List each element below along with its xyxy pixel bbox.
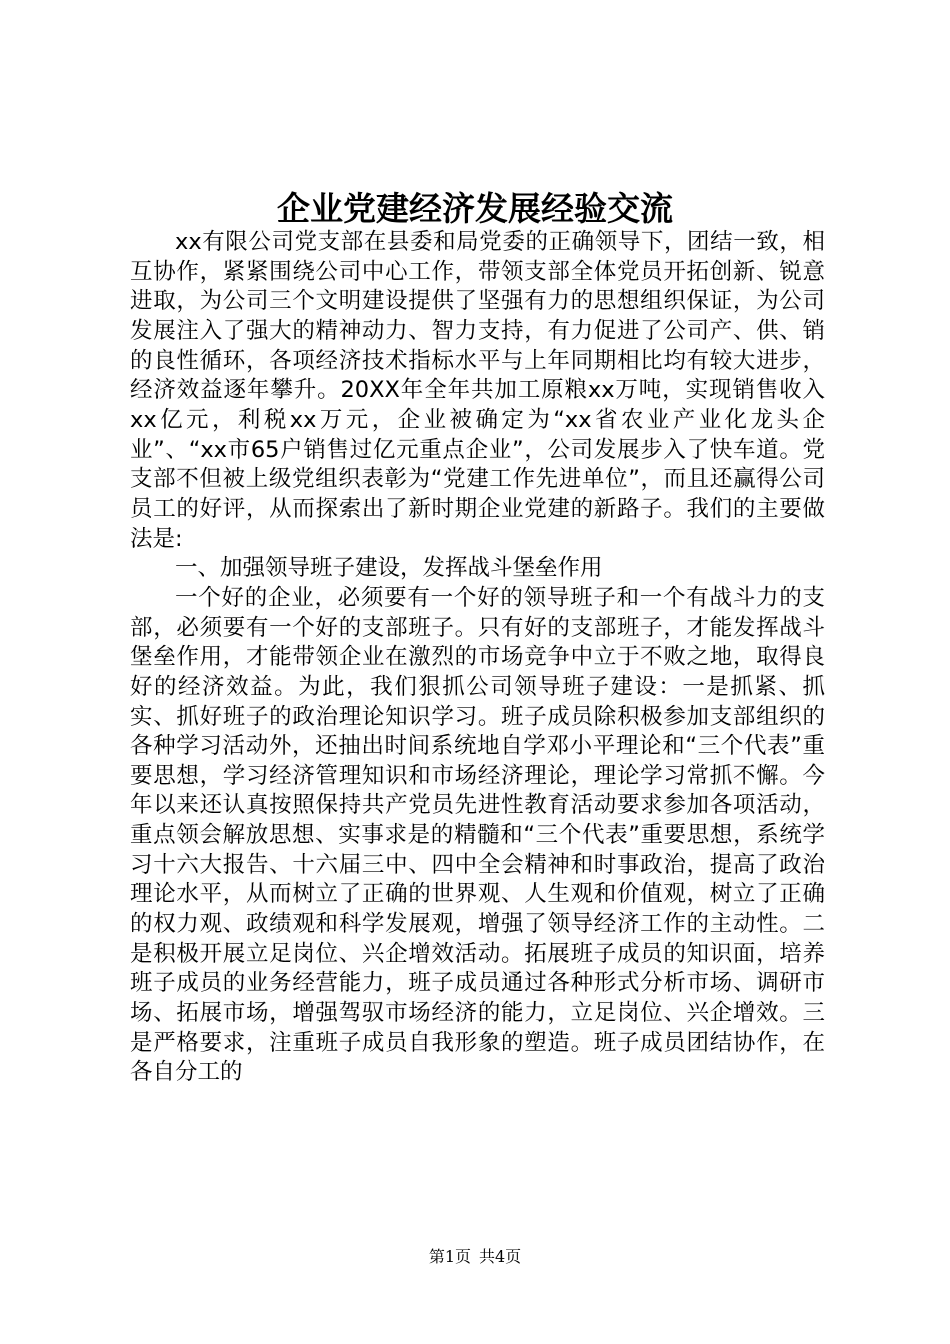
page-number: 第1页 [428,1247,471,1266]
body-paragraph-intro: xx有限公司党支部在县委和局党委的正确领导下，团结一致，相互协作，紧紧围绕公司中心工作，带领支部全体党员开拓创新、锐意进取，为公司三个文明建设提供了坚强有力的思想组织保证，为公司发展注入了强大的精神动力、智力支持，有力促进了公司产、供、销的良性循环，各项经济技术指标水平与上年同期相比均有较大进步，经济效益逐年攀升。20XX年全年共加工原粮xx万吨，实现销售收入xx亿元，利税xx万元，企业被确定为“xx省农业产业化龙头企业”、“xx市65户销售过亿元重点企业”，公司发展步入了快车道。党支部不但被上级党组织表彰为“党建工作先进单位”，而且还赢得公司员工的好评，从而探索出了新时期企业党建的新路子。我们的主要做法是: [130,229,825,552]
page-total: 共4页 [479,1247,522,1266]
document-title: 企业党建经济发展经验交流 [277,189,673,228]
body-paragraph-section-1: 一个好的企业，必须要有一个好的领导班子和一个有战斗力的支部，必须要有一个好的支部班子。只有好的支部班子，才能发挥战斗堡垒作用，才能带领企业在激烈的市场竞争中立于不败之地，取得良好的经济效益。为此，我们狠抓公司领导班子建设：一是抓紧、抓实、抓好班子的政治理论知识学习。班子成员除积极参加支部组织的各种学习活动外，还抽出时间系统地自学邓小平理论和“三个代表”重要思想，学习经济管理知识和市场经济理论，理论学习常抓不懈。今年以来还认真按照保持共产党员先进性教育活动要求参加各项活动，重点领会解放思想、实事求是的精髓和“三个代表”重要思想，系统学习十六大报告、十六届三中、四中全会精神和时事政治，提高了政治理论水平，从而树立了正确的世界观、人生观和价值观，树立了正确的权力观、政绩观和科学发展观，增强了领导经济工作的主动性。二是积极开展立足岗位、兴企增效活动。拓展班子成员的知识面，培养班子成员的业务经营能力，班子成员通过各种形式分析市场、调研市场、拓展市场，增强驾驭市场经济的能力，立足岗位、兴企增效。三是严格要求，注重班子成员自我形象的塑造。班子成员团结协作，在各自分工的 [130,584,825,1086]
section-heading-1: 一、加强领导班子建设，发挥战斗堡垒作用 [175,555,603,582]
page-footer [0,1245,950,1269]
document-body [130,228,825,1088]
